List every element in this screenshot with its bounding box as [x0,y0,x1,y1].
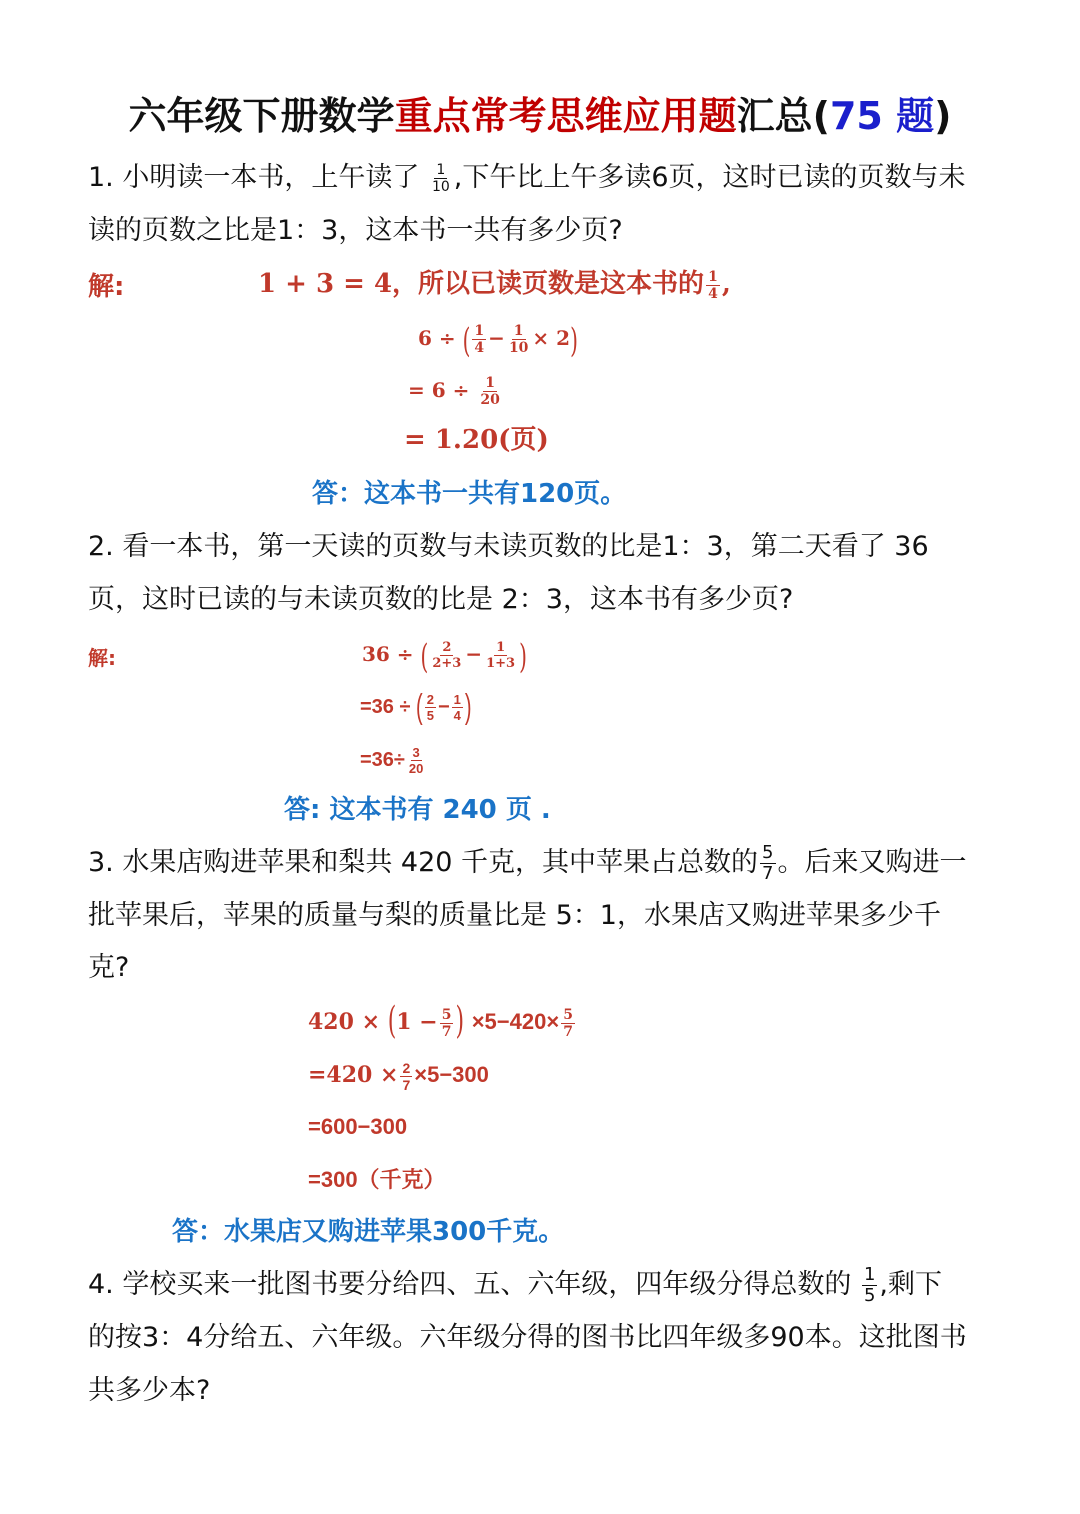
q3-step-2-b: ×5−300 [414,1062,489,1087]
q3-step-1-f2-num: 5 [563,1006,573,1023]
q2-step-2-f2-den: 4 [453,708,461,724]
q2-line-1: 2. 看一本书，第一天读的页数与未读页数的比是1：3，第二天看了 36 [88,531,929,562]
q1-step-2-f1-num: 1 [474,323,485,339]
q1-step-1 [258,262,731,306]
q1-fraction [430,163,452,194]
q3-step-2 [308,1054,489,1096]
title-count: 75 题 [829,94,935,138]
q1-step-2-f1-den: 4 [474,340,485,356]
q1-answer: 答：这本书一共有120页。 [312,479,627,509]
q2-step-3-fraction [407,746,425,775]
q1-text-a: 1. 小明读一本书，上午读了 [88,162,428,193]
q3-step-1-f1-den: 7 [441,1023,452,1040]
q1-step-3 [408,370,504,410]
q1-step-1-num: 1 [708,268,718,285]
q4-text-a: 4. 学校买来一批图书要分给四、五、六年级，四年级分得总数的 [88,1269,852,1300]
q4-fraction [862,1266,877,1305]
q3-step-2-den: 7 [402,1076,411,1093]
q4-line-2: 的按3：4分给五、六年级。六年级分得的图书比四年级多90本。这批图书 [88,1322,967,1353]
q3-line-3: 克? [88,952,130,983]
q1-solution-label: 解: [88,272,125,302]
q2-step-2-f1-den: 5 [426,708,434,724]
q1-step-3-num: 1 [485,375,495,391]
q3-step-2-fraction [400,1061,412,1092]
q2-step-1-f2-num: 1 [496,640,506,655]
q2-step-3-den: 20 [408,761,424,777]
q1-step-1-den: 4 [708,285,718,302]
q1-step-1-text: 1 + 3 = 4，所以已读页数是这本书的 [258,269,705,299]
q2-step-3-a: =36÷ [360,749,405,771]
q3-step-1: 420 × (1 − $\frac{5}{7}$ ) ×5−420× $\frac{5}{7}$ [308,1000,573,1044]
q3-text-a: 3. 水果店购进苹果和梨共 420 千克，其中苹果占总数的 [88,847,759,878]
q2-solution-label: 解: [88,646,116,670]
q1-step-2-minus: − [488,326,505,350]
q3-answer: 答：水果店又购进苹果300千克。 [172,1217,565,1247]
q2-step-2-a: =36 ÷ [360,696,411,718]
q2-answer: 答: 这本书有 240 页 . [284,795,551,825]
q2-step-2-frac-1 [425,693,436,722]
q1-step-2: 6 ÷ ( $\frac{1}{4}$ − $\frac{1}{10}$ × 2) [418,319,578,360]
q4-frac-den: 5 [863,1285,876,1306]
q1-step-2-f2-den: 10 [508,340,529,356]
q3-step-1-frac-2 [561,1008,575,1039]
q2-step-1-frac-2 [484,641,517,670]
q1-text-b: ,下午比上午多读6页，这时已读的页数与未 [453,162,966,193]
q2-step-1-f1-den: 2+3 [432,656,462,671]
q3-frac-den: 7 [762,863,774,884]
title-part-3: 汇总( [736,94,830,138]
q2-step-2-minus: − [437,696,450,718]
q1-step-2-frac-1 [472,324,486,355]
q2-step-1-frac-1 [430,641,463,670]
title-part-4: ) [934,94,952,138]
q1-step-3-a: = 6 ÷ [408,378,470,402]
q1-step-2-a: 6 ÷ [418,326,456,350]
q1-frac-denominator: 10 [431,179,450,195]
q1-step-3-den: 20 [480,392,500,408]
q2-step-1-a: 36 ÷ [362,642,414,666]
q2-step-2-f1-num: 2 [426,692,434,708]
q1-step-1-fraction [706,270,720,301]
q1-step-2-f2-num: 1 [513,323,524,339]
q3-line-2: 批苹果后，苹果的质量与梨的质量比是 5：1，水果店又购进苹果多少千 [88,900,941,931]
page-title [0,88,1080,144]
q3-step-1-in: 1 − [396,1009,438,1035]
q3-text-b: 。后来又购进一 [777,847,967,878]
q2-step-3 [360,740,427,780]
q3-step-2-num: 2 [402,1059,411,1076]
q1-line-1 [88,158,966,198]
q3-step-2-a: =420 × [308,1062,399,1088]
q3-step-1-frac-1 [440,1008,454,1039]
q4-frac-num: 1 [863,1264,876,1285]
q2-step-1-f2-den: 1+3 [486,656,516,671]
q1-step-2-b: × 2 [532,326,571,350]
q4-text-b: ,剩下 [879,1269,942,1300]
q1-step-4: = 1.20(页) [404,425,549,455]
q3-step-1-f2-den: 7 [563,1023,573,1040]
q3-fraction [760,844,775,883]
q3-line-1 [88,843,967,883]
q2-step-1: 36 ÷ ( $\frac{2}{2+3}$ − $\frac{1}{1+3}$ ) [362,635,527,676]
q2-step-2-frac-2 [452,693,463,722]
q4-line-1 [88,1265,942,1305]
title-highlight: 重点常考思维应用题 [394,94,737,138]
q2-step-3-num: 3 [412,745,420,761]
q1-step-2-frac-2 [507,324,530,355]
q1-step-1-tail: , [721,269,731,299]
q1-line-2: 读的页数之比是1：3，这本书一共有多少页? [88,215,623,246]
q3-step-3: =600−300 [308,1114,408,1139]
q2-step-2: =36 ÷ ( $\frac{2}{5}$ − $\frac{1}{4}$ ) [360,689,472,727]
q1-step-3-fraction [478,376,501,407]
q2-line-2: 页，这时已读的与未读页数的比是 2：3，这本书有多少页? [88,584,794,615]
q3-step-1-f1-num: 5 [441,1006,452,1023]
q2-step-1-f1-num: 2 [442,640,452,655]
q3-step-1-b: ×5−420× [471,1009,560,1034]
q3-step-4: =300（千克） [308,1167,446,1192]
q3-frac-num: 5 [762,842,774,863]
q2-step-1-minus: − [465,642,483,666]
title-part-1: 六年级下册数学 [128,94,395,138]
q4-line-3: 共多少本? [88,1375,211,1406]
q2-step-2-f2-num: 1 [453,692,461,708]
q1-frac-numerator: 1 [436,162,446,178]
q3-step-1-a: 420 × [308,1009,381,1035]
